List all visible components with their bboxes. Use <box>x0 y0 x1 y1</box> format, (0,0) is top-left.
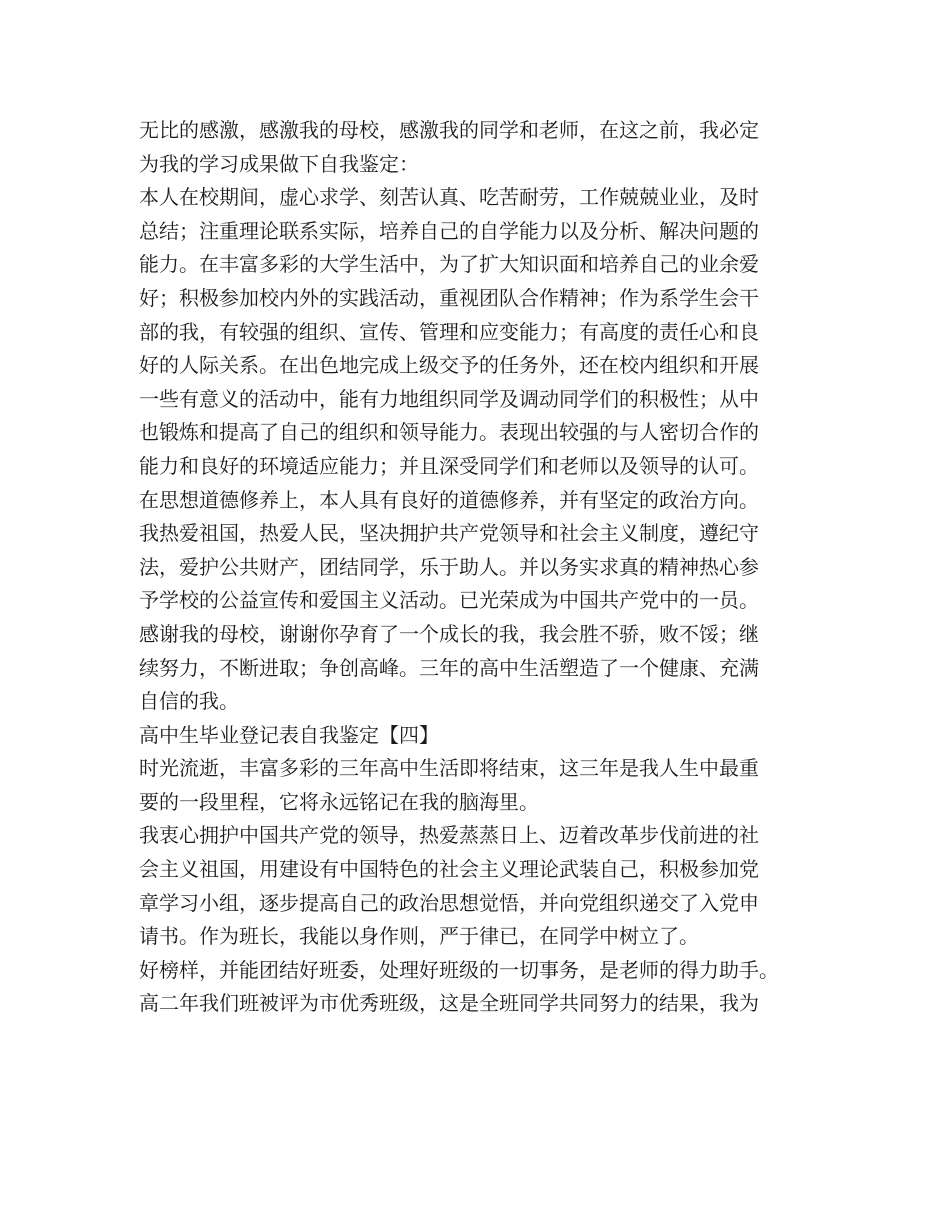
text-line: 法，爱护公共财产，团结同学，乐于助人。并以务实求真的精神热心参 <box>139 554 759 579</box>
text-line: 能力和良好的环境适应能力；并且深受同学们和老师以及领导的认可。 <box>139 453 759 478</box>
text-line: 本人在校期间，虚心求学、刻苦认真、吃苦耐劳，工作兢兢业业，及时 <box>139 185 759 210</box>
text-line: 能力。在丰富多彩的大学生活中，为了扩大知识面和培养自己的业余爱 <box>139 252 759 277</box>
text-line: 自信的我。 <box>139 689 239 714</box>
text-line: 也锻炼和提高了自己的组织和领导能力。表现出较强的与人密切合作的 <box>139 420 759 445</box>
text-line: 为我的学习成果做下自我鉴定： <box>139 151 419 176</box>
text-line: 高二年我们班被评为市优秀班级，这是全班同学共同努力的结果，我为 <box>139 991 759 1016</box>
text-line: 请书。作为班长，我能以身作则，严于律已，在同学中树立了。 <box>139 924 699 949</box>
text-line: 部的我，有较强的组织、宣传、管理和应变能力；有高度的责任心和良 <box>139 319 759 344</box>
text-line: 要的一段里程，它将永远铭记在我的脑海里。 <box>139 789 539 814</box>
text-line: 好榜样，并能团结好班委，处理好班级的一切事务，是老师的得力助手。 <box>139 957 779 982</box>
text-line: 无比的感激，感激我的母校，感激我的同学和老师，在这之前，我必定 <box>139 118 759 142</box>
text-line: 好的人际关系。在出色地完成上级交予的任务外，还在校内组织和开展 <box>139 353 759 378</box>
text-line: 感谢我的母校，谢谢你孕育了一个成长的我，我会胜不骄，败不馁；继 <box>139 621 759 646</box>
text-line: 时光流逝，丰富多彩的三年高中生活即将结束，这三年是我人生中最重 <box>139 756 759 781</box>
text-line: 在思想道德修养上，本人具有良好的道德修养，并有坚定的政治方向。 <box>139 487 759 512</box>
text-line: 一些有意义的活动中，能有力地组织同学及调动同学们的积极性；从中 <box>139 386 759 411</box>
text-line: 章学习小组，逐步提高自己的政治思想觉悟，并向党组织递交了入党申 <box>139 890 759 915</box>
text-line: 予学校的公益宣传和爱国主义活动。已光荣成为中国共产党中的一员。 <box>139 588 759 613</box>
document-body <box>139 114 829 1021</box>
text-line: 总结；注重理论联系实际，培养自己的自学能力以及分析、解决问题的 <box>139 218 759 243</box>
text-line: 我衷心拥护中国共产党的领导，热爱蒸蒸日上、迈着改革步伐前进的社 <box>139 823 759 848</box>
text-line: 我热爱祖国，热爱人民，坚决拥护共产党领导和社会主义制度，遵纪守 <box>139 521 759 546</box>
text-line: 续努力，不断进取；争创高峰。三年的高中生活塑造了一个健康、充满 <box>139 655 759 680</box>
text-line: 会主义祖国，用建设有中国特色的社会主义理论武装自己，积极参加党 <box>139 857 759 882</box>
section-heading: 高中生毕业登记表自我鉴定【四】 <box>139 722 439 747</box>
text-line: 好；积极参加校内外的实践活动，重视团队合作精神；作为系学生会干 <box>139 285 759 310</box>
